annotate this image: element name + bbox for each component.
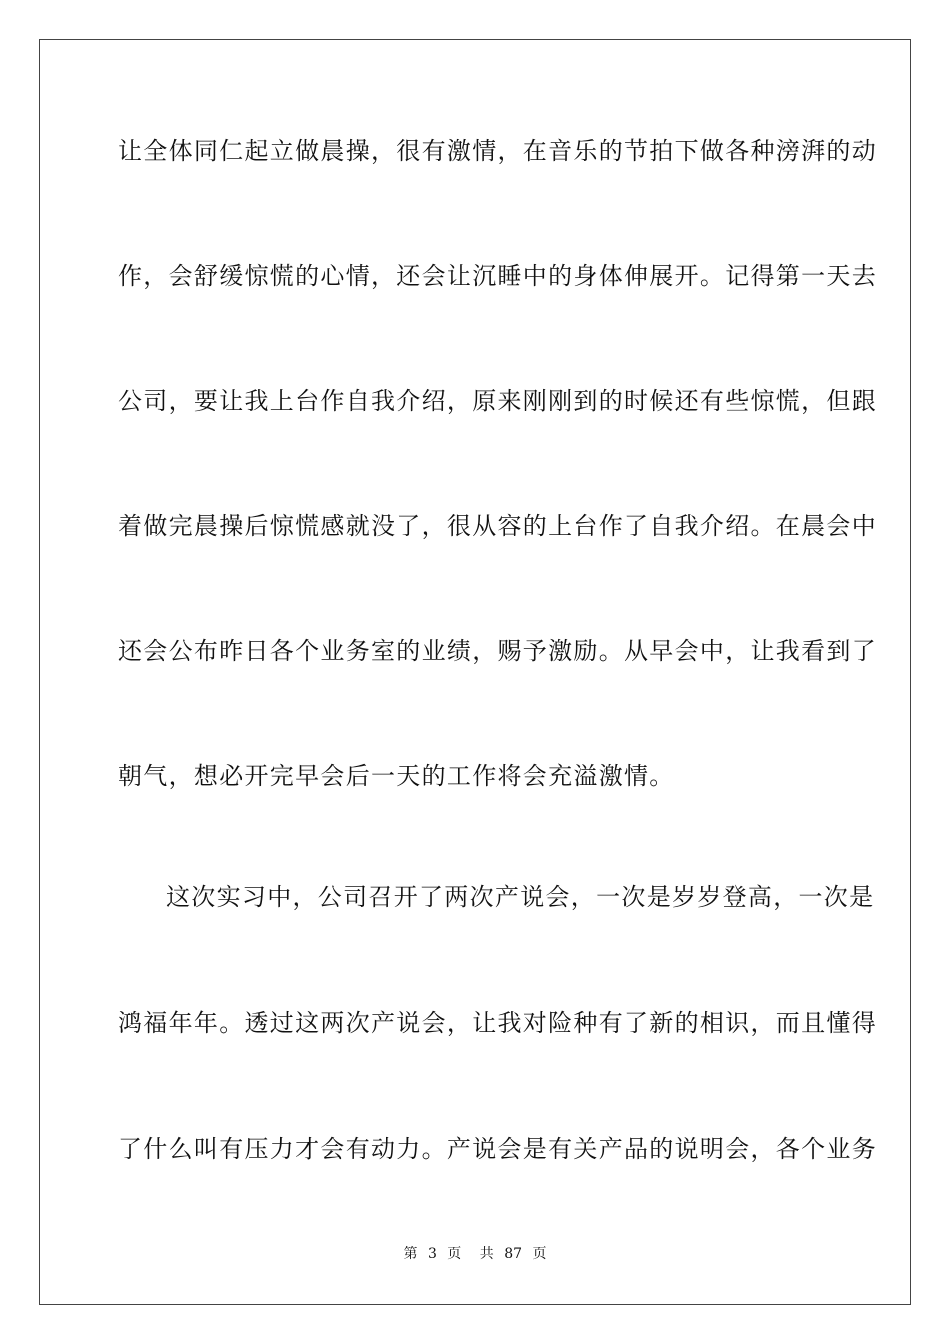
page-number: 第 3 页	[403, 1246, 462, 1262]
body-text-line: 还会公布昨日各个业务室的业绩，赐予激励。从早会中，让我看到了	[118, 637, 877, 665]
page-footer	[0, 1245, 950, 1263]
body-text-line: 公司，要让我上台作自我介绍，原来刚刚到的时候还有些惊慌，但跟	[118, 387, 877, 415]
body-text-line: 朝气，想必开完早会后一天的工作将会充溢激情。	[118, 762, 675, 790]
body-text-line: 了什么叫有压力才会有动力。产说会是有关产品的说明会，各个业务	[118, 1135, 877, 1163]
body-text-line: 鸿福年年。透过这两次产说会，让我对险种有了新的相识，而且懂得	[118, 1009, 877, 1037]
page-border	[39, 39, 911, 1305]
paragraph-first-line: 这次实习中，公司召开了两次产说会，一次是岁岁登高，一次是	[166, 883, 875, 911]
body-text-line: 作，会舒缓惊慌的心情，还会让沉睡中的身体伸展开。记得第一天去	[118, 262, 877, 290]
body-text-line: 着做完晨操后惊慌感就没了，很从容的上台作了自我介绍。在晨会中	[118, 512, 877, 540]
body-text-line: 让全体同仁起立做晨操，很有激情，在音乐的节拍下做各种滂湃的动	[118, 137, 877, 165]
page-total: 共 87 页	[479, 1246, 547, 1262]
